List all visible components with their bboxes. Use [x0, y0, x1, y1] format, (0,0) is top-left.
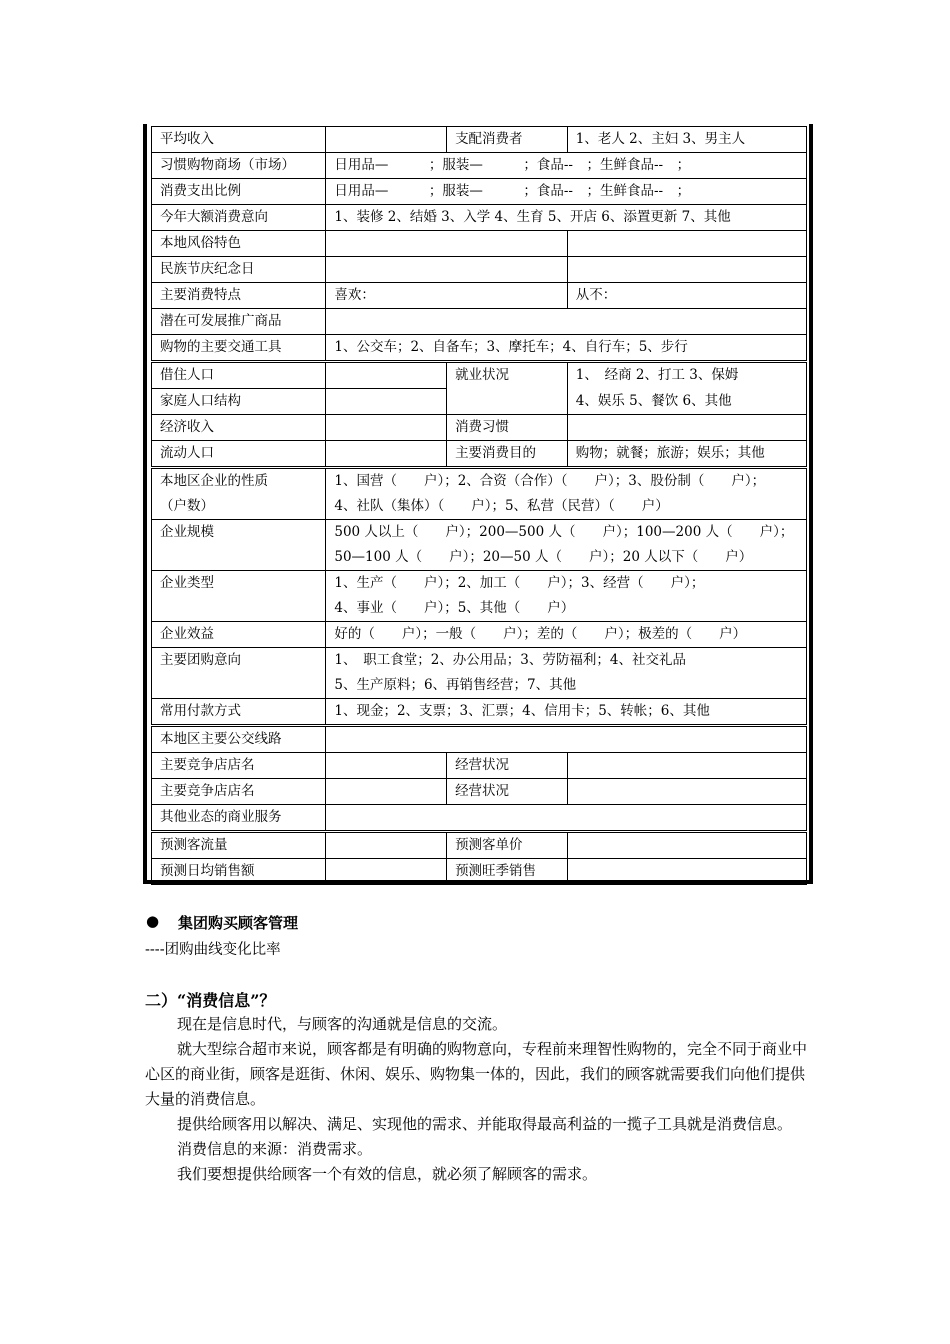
row-label: 潜在可发展推广商品	[152, 309, 326, 335]
table-row	[152, 545, 807, 571]
input-cell[interactable]	[326, 753, 447, 779]
row-label: 企业效益	[152, 622, 326, 648]
row-label: 购物的主要交通工具	[152, 335, 326, 362]
row-label: 习惯购物商场（市场）	[152, 153, 326, 179]
row-label: 家庭人口结构	[152, 389, 326, 415]
paragraph: 消费信息的来源：消费需求。	[177, 1140, 373, 1158]
row-label: 主要消费特点	[152, 283, 326, 309]
table-row	[152, 648, 807, 674]
options-cell[interactable]: 日用品— ；服装— ；食品-- ；生鲜食品-- ；	[326, 179, 807, 205]
row-label: 主要竞争店店名	[152, 779, 326, 805]
row-label: 企业规模	[152, 520, 326, 546]
input-cell[interactable]	[326, 309, 807, 335]
paragraph: 我们要想提供给顾客一个有效的信息，就必须了解顾客的需求。	[177, 1165, 598, 1183]
options-cell: 500 人以上（ 户）；200—500 人（ 户）；100—200 人（ 户）；	[326, 520, 807, 546]
table-row	[152, 805, 807, 832]
row-label: 主要竞争店店名	[152, 753, 326, 779]
input-cell[interactable]	[326, 257, 567, 283]
row-label: 主要消费目的	[447, 441, 568, 468]
input-cell[interactable]	[326, 779, 447, 805]
row-label	[152, 545, 326, 571]
row-label: 本地区主要公交线路	[152, 726, 326, 753]
options-cell: 1、 经商 2、打工 3、保姆	[567, 362, 806, 389]
paragraph: 就大型综合超市来说，顾客都是有明确的购物意向，专程前来理智性购物的，完全不同于商业中心区的商业街，顾客是逛街、休闲、娱乐、购物集一体的，因此，我们的顾客就需要我们向他们提供大量的消费信息。	[145, 1040, 808, 1108]
row-label: 本地风俗特色	[152, 231, 326, 257]
options-cell: 好的（ 户）；一般（ 户）；差的（ 户）；极差的（ 户）	[326, 622, 807, 648]
table-row	[152, 179, 807, 205]
options-cell: 1、公交车；2、自备车；3、摩托车；4、自行车；5、步行	[326, 335, 807, 362]
row-label: 本地区企业的性质	[152, 468, 326, 495]
input-cell[interactable]	[326, 127, 447, 153]
row-label: 企业类型	[152, 571, 326, 597]
subtitle: ----团购曲线变化比率	[145, 942, 281, 958]
table-row	[152, 127, 807, 153]
input-cell[interactable]	[326, 859, 447, 885]
options-cell: 1、现金；2、支票；3、汇票；4、信用卡；5、转帐；6、其他	[326, 699, 807, 726]
body-text	[145, 1012, 810, 1187]
options-cell: 4、事业（ 户）；5、其他（ 户）	[326, 596, 807, 622]
row-label: 平均收入	[152, 127, 326, 153]
options-cell[interactable]: 日用品— ；服装— ；食品-- ；生鲜食品-- ；	[326, 153, 807, 179]
table-row	[152, 494, 807, 520]
row-label: 预测客流量	[152, 832, 326, 859]
row-label: 民族节庆纪念日	[152, 257, 326, 283]
row-label: 经营状况	[447, 779, 568, 805]
options-cell: 1、生产（ 户）；2、加工（ 户）；3、经营（ 户）；	[326, 571, 807, 597]
table-row	[152, 257, 807, 283]
table-row	[152, 153, 807, 179]
input-cell[interactable]	[567, 415, 806, 441]
bullet-title: 集团购买顾客管理	[178, 914, 299, 932]
table-row	[152, 859, 807, 885]
input-cell[interactable]	[326, 726, 807, 753]
row-label: 常用付款方式	[152, 699, 326, 726]
row-label: 消费习惯	[447, 415, 568, 441]
input-cell[interactable]	[326, 389, 447, 415]
table-row	[152, 571, 807, 597]
input-cell[interactable]	[326, 441, 447, 468]
table-row	[152, 205, 807, 231]
options-cell: 1、装修 2、结婚 3、入学 4、生育 5、开店 6、添置更新 7、其他	[326, 205, 807, 231]
options-cell: 5、生产原料；6、再销售经营；7、其他	[326, 673, 807, 699]
row-label: 借住人口	[152, 362, 326, 389]
table-row	[152, 335, 807, 362]
row-label: 支配消费者	[447, 127, 568, 153]
table-row	[152, 309, 807, 335]
row-label	[152, 596, 326, 622]
table-row	[152, 520, 807, 546]
options-cell: 4、娱乐 5、餐饮 6、其他	[567, 389, 806, 415]
table-row	[152, 362, 807, 389]
options-cell: 购物；就餐；旅游；娱乐；其他	[567, 441, 806, 468]
input-cell[interactable]	[326, 832, 447, 859]
row-label: 消费支出比例	[152, 179, 326, 205]
input-cell[interactable]	[567, 257, 806, 283]
input-cell[interactable]	[567, 859, 806, 885]
table-row	[152, 753, 807, 779]
options-cell: 1、老人 2、主妇 3、男主人	[567, 127, 806, 153]
input-cell[interactable]	[326, 231, 567, 257]
row-label: （户数）	[152, 494, 326, 520]
table-row	[152, 832, 807, 859]
table-row	[152, 596, 807, 622]
input-cell[interactable]	[326, 362, 447, 389]
row-label	[152, 673, 326, 699]
paragraph: 现在是信息时代，与顾客的沟通就是信息的交流。	[177, 1015, 508, 1033]
paragraph: 提供给顾客用以解决、满足、实现他的需求、并能取得最高利益的一揽子工具就是消费信息。	[177, 1115, 793, 1133]
options-cell: 50—100 人（ 户）；20—50 人（ 户）；20 人以下（ 户）	[326, 545, 807, 571]
survey-table	[151, 126, 807, 885]
table-row	[152, 673, 807, 699]
row-label: 预测日均销售额	[152, 859, 326, 885]
input-cell[interactable]	[567, 832, 806, 859]
row-label: 就业状况	[447, 362, 568, 415]
input-cell[interactable]: 喜欢：	[326, 283, 567, 309]
table-row	[152, 415, 807, 441]
options-cell: 1、 职工食堂；2、办公用品；3、劳防福利；4、社交礼品	[326, 648, 807, 674]
input-cell[interactable]	[567, 779, 806, 805]
input-cell[interactable]: 从不：	[567, 283, 806, 309]
row-label: 其他业态的商业服务	[152, 805, 326, 832]
options-cell: 1、国营（ 户）；2、合资（合作）（ 户）；3、股份制（ 户）；	[326, 468, 807, 495]
table-row	[152, 441, 807, 468]
table-row	[152, 779, 807, 805]
options-cell: 4、社队（集体）（ 户）；5、私营（民营）（ 户）	[326, 494, 807, 520]
table-row	[152, 726, 807, 753]
row-label: 主要团购意向	[152, 648, 326, 674]
row-label: 经营状况	[447, 753, 568, 779]
table-row	[152, 468, 807, 495]
table-row	[152, 622, 807, 648]
row-label: 经济收入	[152, 415, 326, 441]
section-heading: 二）“消费信息”？	[145, 991, 276, 1010]
table-row	[152, 231, 807, 257]
input-cell[interactable]	[326, 415, 447, 441]
row-label: 预测旺季销售	[447, 859, 568, 885]
row-label: 流动人口	[152, 441, 326, 468]
input-cell[interactable]	[326, 805, 807, 832]
table-row	[152, 699, 807, 726]
row-label: 预测客单价	[447, 832, 568, 859]
bullet-icon: ●	[146, 912, 160, 930]
input-cell[interactable]	[567, 753, 806, 779]
table-row	[152, 283, 807, 309]
input-cell[interactable]	[567, 231, 806, 257]
row-label: 今年大额消费意向	[152, 205, 326, 231]
